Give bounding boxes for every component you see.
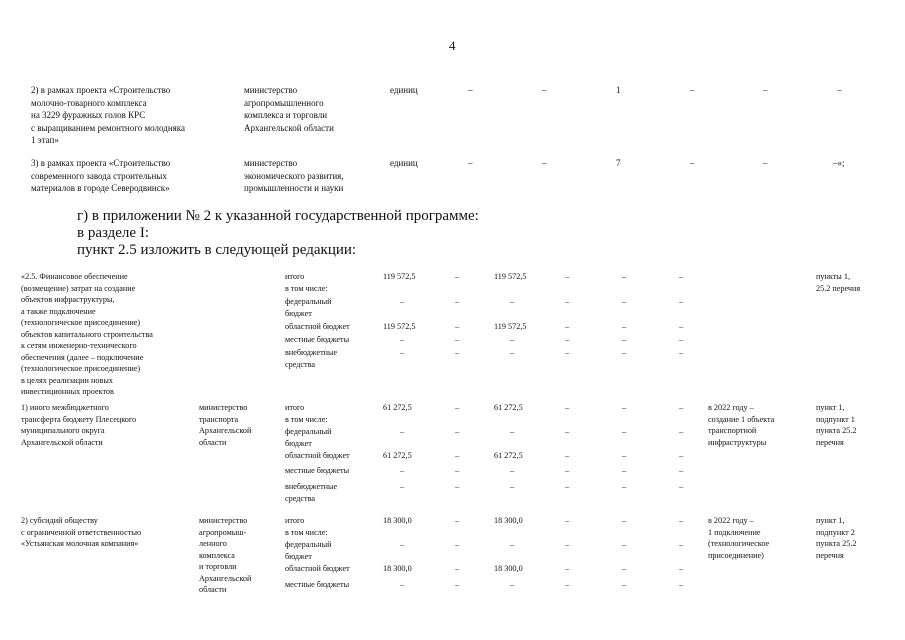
amount-cell: – xyxy=(455,451,460,460)
amount-cell: – xyxy=(400,335,405,344)
reference-cell: пункт 1, подпункт 1 пункта 25.2 перечня xyxy=(816,403,857,447)
amount-cell: – xyxy=(565,272,570,281)
value-cell: – xyxy=(542,85,547,95)
amount-cell: – xyxy=(679,564,684,573)
result-cell: в 2022 году – создание 1 объекта транспортной инфраструктуры xyxy=(708,403,775,447)
amount-cell: – xyxy=(400,540,405,549)
funding-source-cell: внебюджетные средства xyxy=(285,348,338,369)
amount-cell: 119 572,5 xyxy=(494,272,527,281)
amount-cell: – xyxy=(455,516,460,525)
value-cell: – xyxy=(763,85,768,95)
amount-cell: – xyxy=(455,427,460,436)
amount-cell: – xyxy=(622,482,627,491)
amount-cell: – xyxy=(455,297,460,306)
amount-cell: – xyxy=(510,348,515,357)
amount-cell: – xyxy=(565,564,570,573)
funding-source-cell: итого в том числе: xyxy=(285,272,328,293)
amount-cell: – xyxy=(510,335,515,344)
amount-cell: – xyxy=(679,580,684,589)
amount-cell: – xyxy=(622,297,627,306)
amount-cell: – xyxy=(565,451,570,460)
funding-source-cell: итого в том числе: xyxy=(285,403,328,424)
amount-cell: – xyxy=(510,580,515,589)
amount-cell: – xyxy=(622,403,627,412)
amount-cell: 61 272,5 xyxy=(383,403,412,412)
amount-cell: – xyxy=(455,348,460,357)
funding-source-cell: областной бюджет xyxy=(285,564,350,573)
amount-cell: – xyxy=(565,348,570,357)
amount-cell: – xyxy=(565,580,570,589)
amount-cell: – xyxy=(622,322,627,331)
amount-cell: – xyxy=(455,322,460,331)
amount-cell: – xyxy=(679,482,684,491)
amount-cell: – xyxy=(679,335,684,344)
amount-cell: – xyxy=(679,348,684,357)
value-cell: – xyxy=(468,85,473,95)
amount-cell: – xyxy=(679,297,684,306)
amount-cell: – xyxy=(565,482,570,491)
amount-cell: – xyxy=(400,297,405,306)
amount-cell: – xyxy=(455,403,460,412)
amount-cell: – xyxy=(400,482,405,491)
funding-source-cell: федеральный бюджет xyxy=(285,427,332,448)
project-name-cell: 3) в рамках проекта «Строительство современного завода строительных материалов в городе Северодвинск» xyxy=(31,158,171,194)
item-title-cell: «2.5. Финансовое обеспечение (возмещение) затрат на создание объектов инфраструктуры, а также подключение (технологическое присоединение) объектов капитального строительства к сетям инженерно-технического обеспечения (далее – подключение (технологическое присоединение) в целях реализации новых инвестиционных проектов xyxy=(21,272,153,396)
value-cell: – xyxy=(542,158,547,168)
amount-cell: – xyxy=(622,272,627,281)
value-cell: – xyxy=(690,85,695,95)
value-cell: 7 xyxy=(616,158,621,168)
amount-cell: – xyxy=(679,540,684,549)
amount-cell: 61 272,5 xyxy=(494,403,523,412)
funding-source-cell: местные бюджеты xyxy=(285,580,350,589)
funding-source-cell: федеральный бюджет xyxy=(285,540,332,561)
amount-cell: 119 572,5 xyxy=(383,322,416,331)
amount-cell: – xyxy=(565,322,570,331)
amount-cell: – xyxy=(455,466,460,475)
amount-cell: – xyxy=(400,466,405,475)
amount-cell: – xyxy=(455,335,460,344)
amount-cell: – xyxy=(679,451,684,460)
value-cell: – xyxy=(468,158,473,168)
amount-cell: – xyxy=(622,427,627,436)
executor-cell: министерство агропромыш- ленного комплекса и торговли Архангельской области xyxy=(199,516,252,594)
amount-cell: – xyxy=(510,466,515,475)
instruction-line: в разделе I: xyxy=(77,225,149,241)
amount-cell: – xyxy=(622,466,627,475)
amount-cell: – xyxy=(679,427,684,436)
amount-cell: – xyxy=(622,564,627,573)
value-cell: – xyxy=(690,158,695,168)
amount-cell: – xyxy=(565,403,570,412)
executor-cell: министерство транспорта Архангельской области xyxy=(199,403,252,447)
amount-cell: – xyxy=(455,540,460,549)
amount-cell: – xyxy=(679,466,684,475)
value-cell: 1 xyxy=(616,85,621,95)
value-cell: –»; xyxy=(833,158,845,168)
amount-cell: – xyxy=(510,540,515,549)
funding-source-cell: внебюджетные средства xyxy=(285,482,338,503)
amount-cell: 61 272,5 xyxy=(383,451,412,460)
unit-cell: единиц xyxy=(390,85,418,95)
amount-cell: – xyxy=(565,466,570,475)
funding-source-cell: местные бюджеты xyxy=(285,466,350,475)
amount-cell: – xyxy=(622,580,627,589)
amount-cell: – xyxy=(679,516,684,525)
amount-cell: – xyxy=(679,322,684,331)
amount-cell: 18 300,0 xyxy=(383,564,412,573)
ministry-cell: министерство экономического развития, промышленности и науки xyxy=(244,158,344,194)
amount-cell: – xyxy=(622,540,627,549)
value-cell: – xyxy=(837,85,842,95)
amount-cell: – xyxy=(455,564,460,573)
amount-cell: – xyxy=(455,580,460,589)
amount-cell: – xyxy=(510,427,515,436)
item-title-cell: 1) иного межбюджетного трансферта бюджету Плесецкого муниципального округа Архангельской области xyxy=(21,403,137,447)
amount-cell: 119 572,5 xyxy=(383,272,416,281)
instruction-line: пункт 2.5 изложить в следующей редакции: xyxy=(77,242,357,258)
amount-cell: – xyxy=(400,580,405,589)
amount-cell: – xyxy=(400,427,405,436)
amount-cell: 18 300,0 xyxy=(383,516,412,525)
amount-cell: – xyxy=(622,335,627,344)
funding-source-cell: федеральный бюджет xyxy=(285,297,332,318)
amount-cell: – xyxy=(455,482,460,491)
project-name-cell: 2) в рамках проекта «Строительство молочно-товарного комплекса на 3229 фуражных голов КРС с выращиванием ремонтного молодняка 1 этап» xyxy=(31,85,186,146)
amount-cell: – xyxy=(400,348,405,357)
amount-cell: – xyxy=(565,540,570,549)
amount-cell: – xyxy=(679,272,684,281)
unit-cell: единиц xyxy=(390,158,418,168)
amount-cell: 18 300,0 xyxy=(494,516,523,525)
amount-cell: 61 272,5 xyxy=(494,451,523,460)
ministry-cell: министерство агропромышленного комплекса и торговли Архангельской области xyxy=(244,85,334,133)
amount-cell: – xyxy=(455,272,460,281)
amount-cell: – xyxy=(510,482,515,491)
funding-source-cell: областной бюджет xyxy=(285,322,350,331)
funding-source-cell: областной бюджет xyxy=(285,451,350,460)
amount-cell: – xyxy=(622,348,627,357)
amount-cell: – xyxy=(622,516,627,525)
instruction-line: г) в приложении № 2 к указанной государственной программе: xyxy=(77,208,479,224)
reference-cell: пункты 1, 25.2 перечня xyxy=(816,272,861,293)
amount-cell: – xyxy=(565,516,570,525)
amount-cell: – xyxy=(565,427,570,436)
amount-cell: – xyxy=(565,297,570,306)
amount-cell: – xyxy=(679,403,684,412)
amount-cell: 119 572,5 xyxy=(494,322,527,331)
amount-cell: – xyxy=(565,335,570,344)
amount-cell: 18 300,0 xyxy=(494,564,523,573)
amount-cell: – xyxy=(510,297,515,306)
reference-cell: пункт 1, подпункт 2 пункта 25.2 перечня xyxy=(816,516,857,560)
value-cell: – xyxy=(763,158,768,168)
result-cell: в 2022 году – 1 подключение (технологическое присоединение) xyxy=(708,516,770,560)
page-number: 4 xyxy=(449,38,456,53)
funding-source-cell: местные бюджеты xyxy=(285,335,350,344)
funding-source-cell: итого в том числе: xyxy=(285,516,328,537)
item-title-cell: 2) субсидий обществу с ограниченной ответственностью «Устьянская молочная компания» xyxy=(21,516,142,548)
amount-cell: – xyxy=(622,451,627,460)
